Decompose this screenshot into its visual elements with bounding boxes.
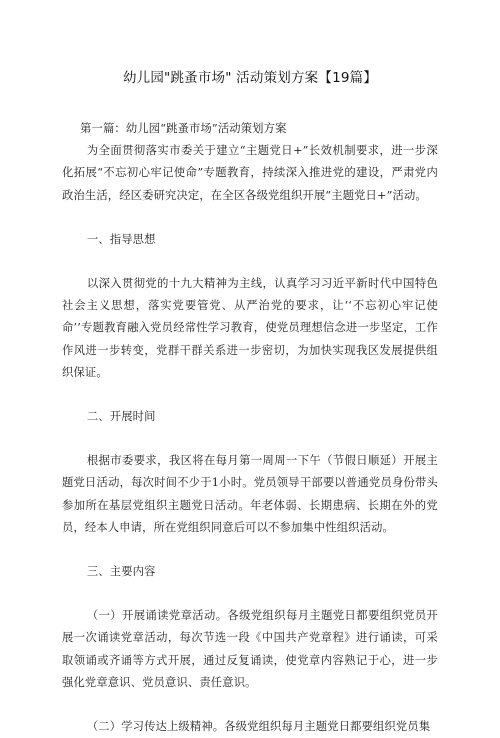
intro-paragraph: 为全面贯彻落实市委关于建立“主题党日+”长效机制要求，进一步深化拓展“不忘初心牢记使命”专题教育，持续深入推进党的建设，严肃党内政治生活，经区委研究决定，在全区各级党组织开展“主题党日+”活动。: [62, 144, 438, 202]
section-paragraph: 以深入贯彻党的十九大精神为主线，认真学习习近平新时代中国特色社会主义思想，落实党要管党、从严治党的要求，让‘‘不忘初心牢记使命’’专题教育融入党员经常性学习教育，使党员理想信念进一步坚定，工作作风进一步转变，党群干群关系进一步密切，为加快实现我区发展提供组织保证。: [62, 277, 438, 379]
section-heading-guiding-ideology: 一、指导思想: [86, 232, 156, 246]
document-title: 幼儿园"跳蚤市场" 活动策划方案【19篇】: [122, 70, 378, 86]
section-heading-schedule: 二、开展时间: [86, 410, 156, 424]
section-paragraph: 根据市委要求，我区将在每月第一周周一下午（节假日顺延）开展主题党日活动，每次时间不少于1小时。党员领导干部要以普通党员身份带头参加所在基层党组织主题党日活动。年老体弱、长期患病、长期在外的党员，经本人申请，所在党组织同意后可以不参加集中性组织活动。: [62, 454, 438, 534]
document-body: [62, 118, 438, 738]
section-paragraph: （二）学习传达上级精神。各级党组织每月主题党日都要组织党员集: [86, 720, 431, 734]
section-heading-main-content: 三、主要内容: [86, 565, 156, 579]
article-subtitle: 第一篇：幼儿园“跳蚤市场”活动策划方案: [80, 122, 287, 135]
section-paragraph: （一）开展诵读党章活动。各级党组织每月主题党日都要组织党员开展一次诵读党章活动，每次节选一段《中国共产党章程》进行诵读，可采取领诵或齐诵等方式开展，通过反复诵读，使党章内容熟记于心，进一步强化党章意识、党员意识、责任意识。: [62, 609, 438, 689]
